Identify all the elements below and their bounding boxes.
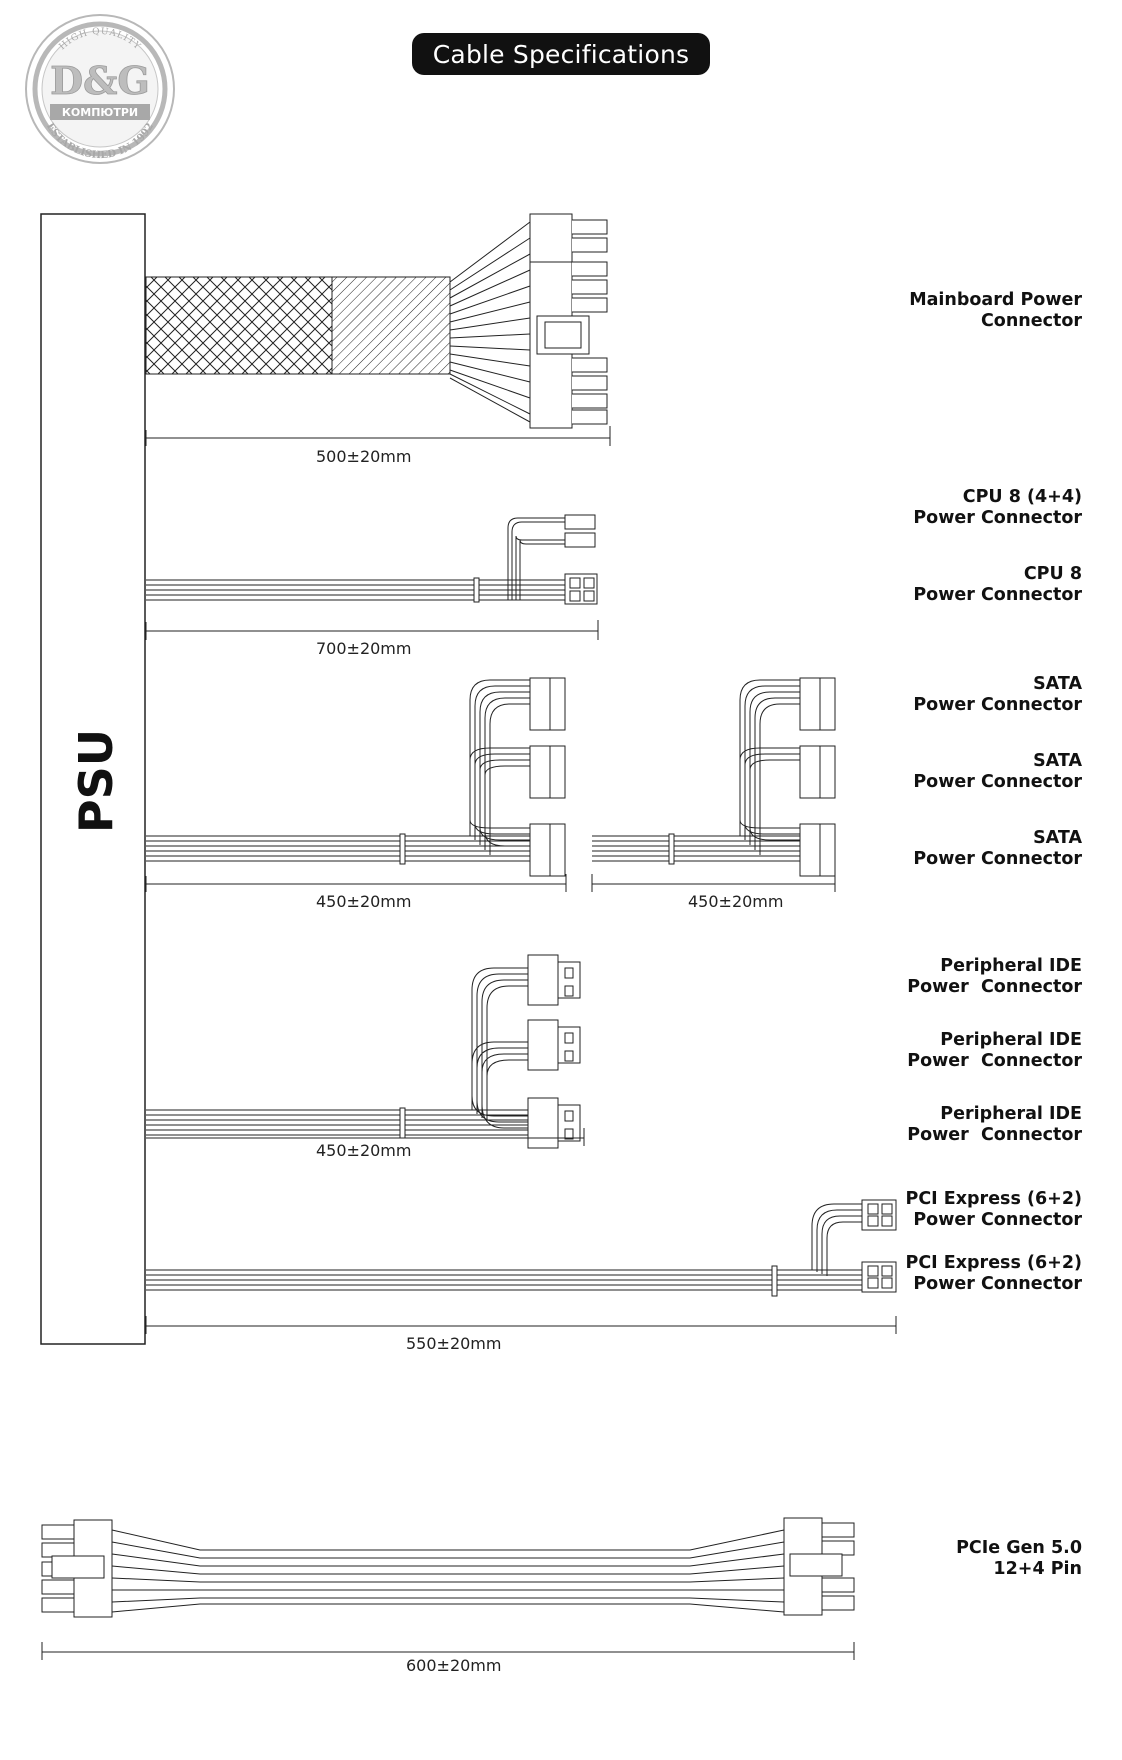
label-pcie-2: PCI Express (6+2) Power Connector — [905, 1253, 1082, 1294]
ide-cable — [146, 955, 584, 1148]
ide-length: 450±20mm — [316, 1141, 412, 1160]
cpu-length: 700±20mm — [316, 639, 412, 658]
sata-2-length: 450±20mm — [688, 892, 784, 911]
label-ide-2: Peripheral IDE Power Connector — [907, 1030, 1082, 1071]
cpu-cable — [146, 515, 598, 640]
mainboard-cable — [146, 214, 610, 446]
psu-label: PSU — [69, 728, 123, 834]
label-sata-2: SATA Power Connector — [913, 751, 1082, 792]
logo-sub: КОМПЮТРИ — [61, 106, 139, 119]
label-cpu-4plus4: CPU 8 (4+4) Power Connector — [913, 487, 1082, 528]
mainboard-length: 500±20mm — [316, 447, 412, 466]
logo-seal — [26, 15, 174, 163]
label-ide-3: Peripheral IDE Power Connector — [907, 1104, 1082, 1145]
label-sata-1: SATA Power Connector — [913, 674, 1082, 715]
pcie5-length: 600±20mm — [406, 1656, 502, 1675]
logo-arc-bottom: ESTABLISHED IN 1992 — [43, 121, 157, 162]
pcie-cable — [146, 1200, 896, 1334]
label-pcie5: PCIe Gen 5.0 12+4 Pin — [956, 1538, 1082, 1579]
pcie5-cable — [42, 1518, 854, 1660]
sata-1-length: 450±20mm — [316, 892, 412, 911]
label-pcie-1: PCI Express (6+2) Power Connector — [905, 1189, 1082, 1230]
sata-cable-2 — [592, 678, 835, 892]
psu-box — [41, 214, 145, 1344]
logo-arc-top: HIGH QUALITY — [57, 26, 143, 53]
page-title: Cable Specifications — [412, 33, 710, 75]
label-cpu-8: CPU 8 Power Connector — [913, 564, 1082, 605]
sata-cable-1 — [146, 678, 566, 892]
pcie-length: 550±20mm — [406, 1334, 502, 1353]
label-sata-3: SATA Power Connector — [913, 828, 1082, 869]
label-mainboard: Mainboard Power Connector — [909, 290, 1082, 331]
label-ide-1: Peripheral IDE Power Connector — [907, 956, 1082, 997]
logo-name: D&G — [50, 58, 150, 103]
